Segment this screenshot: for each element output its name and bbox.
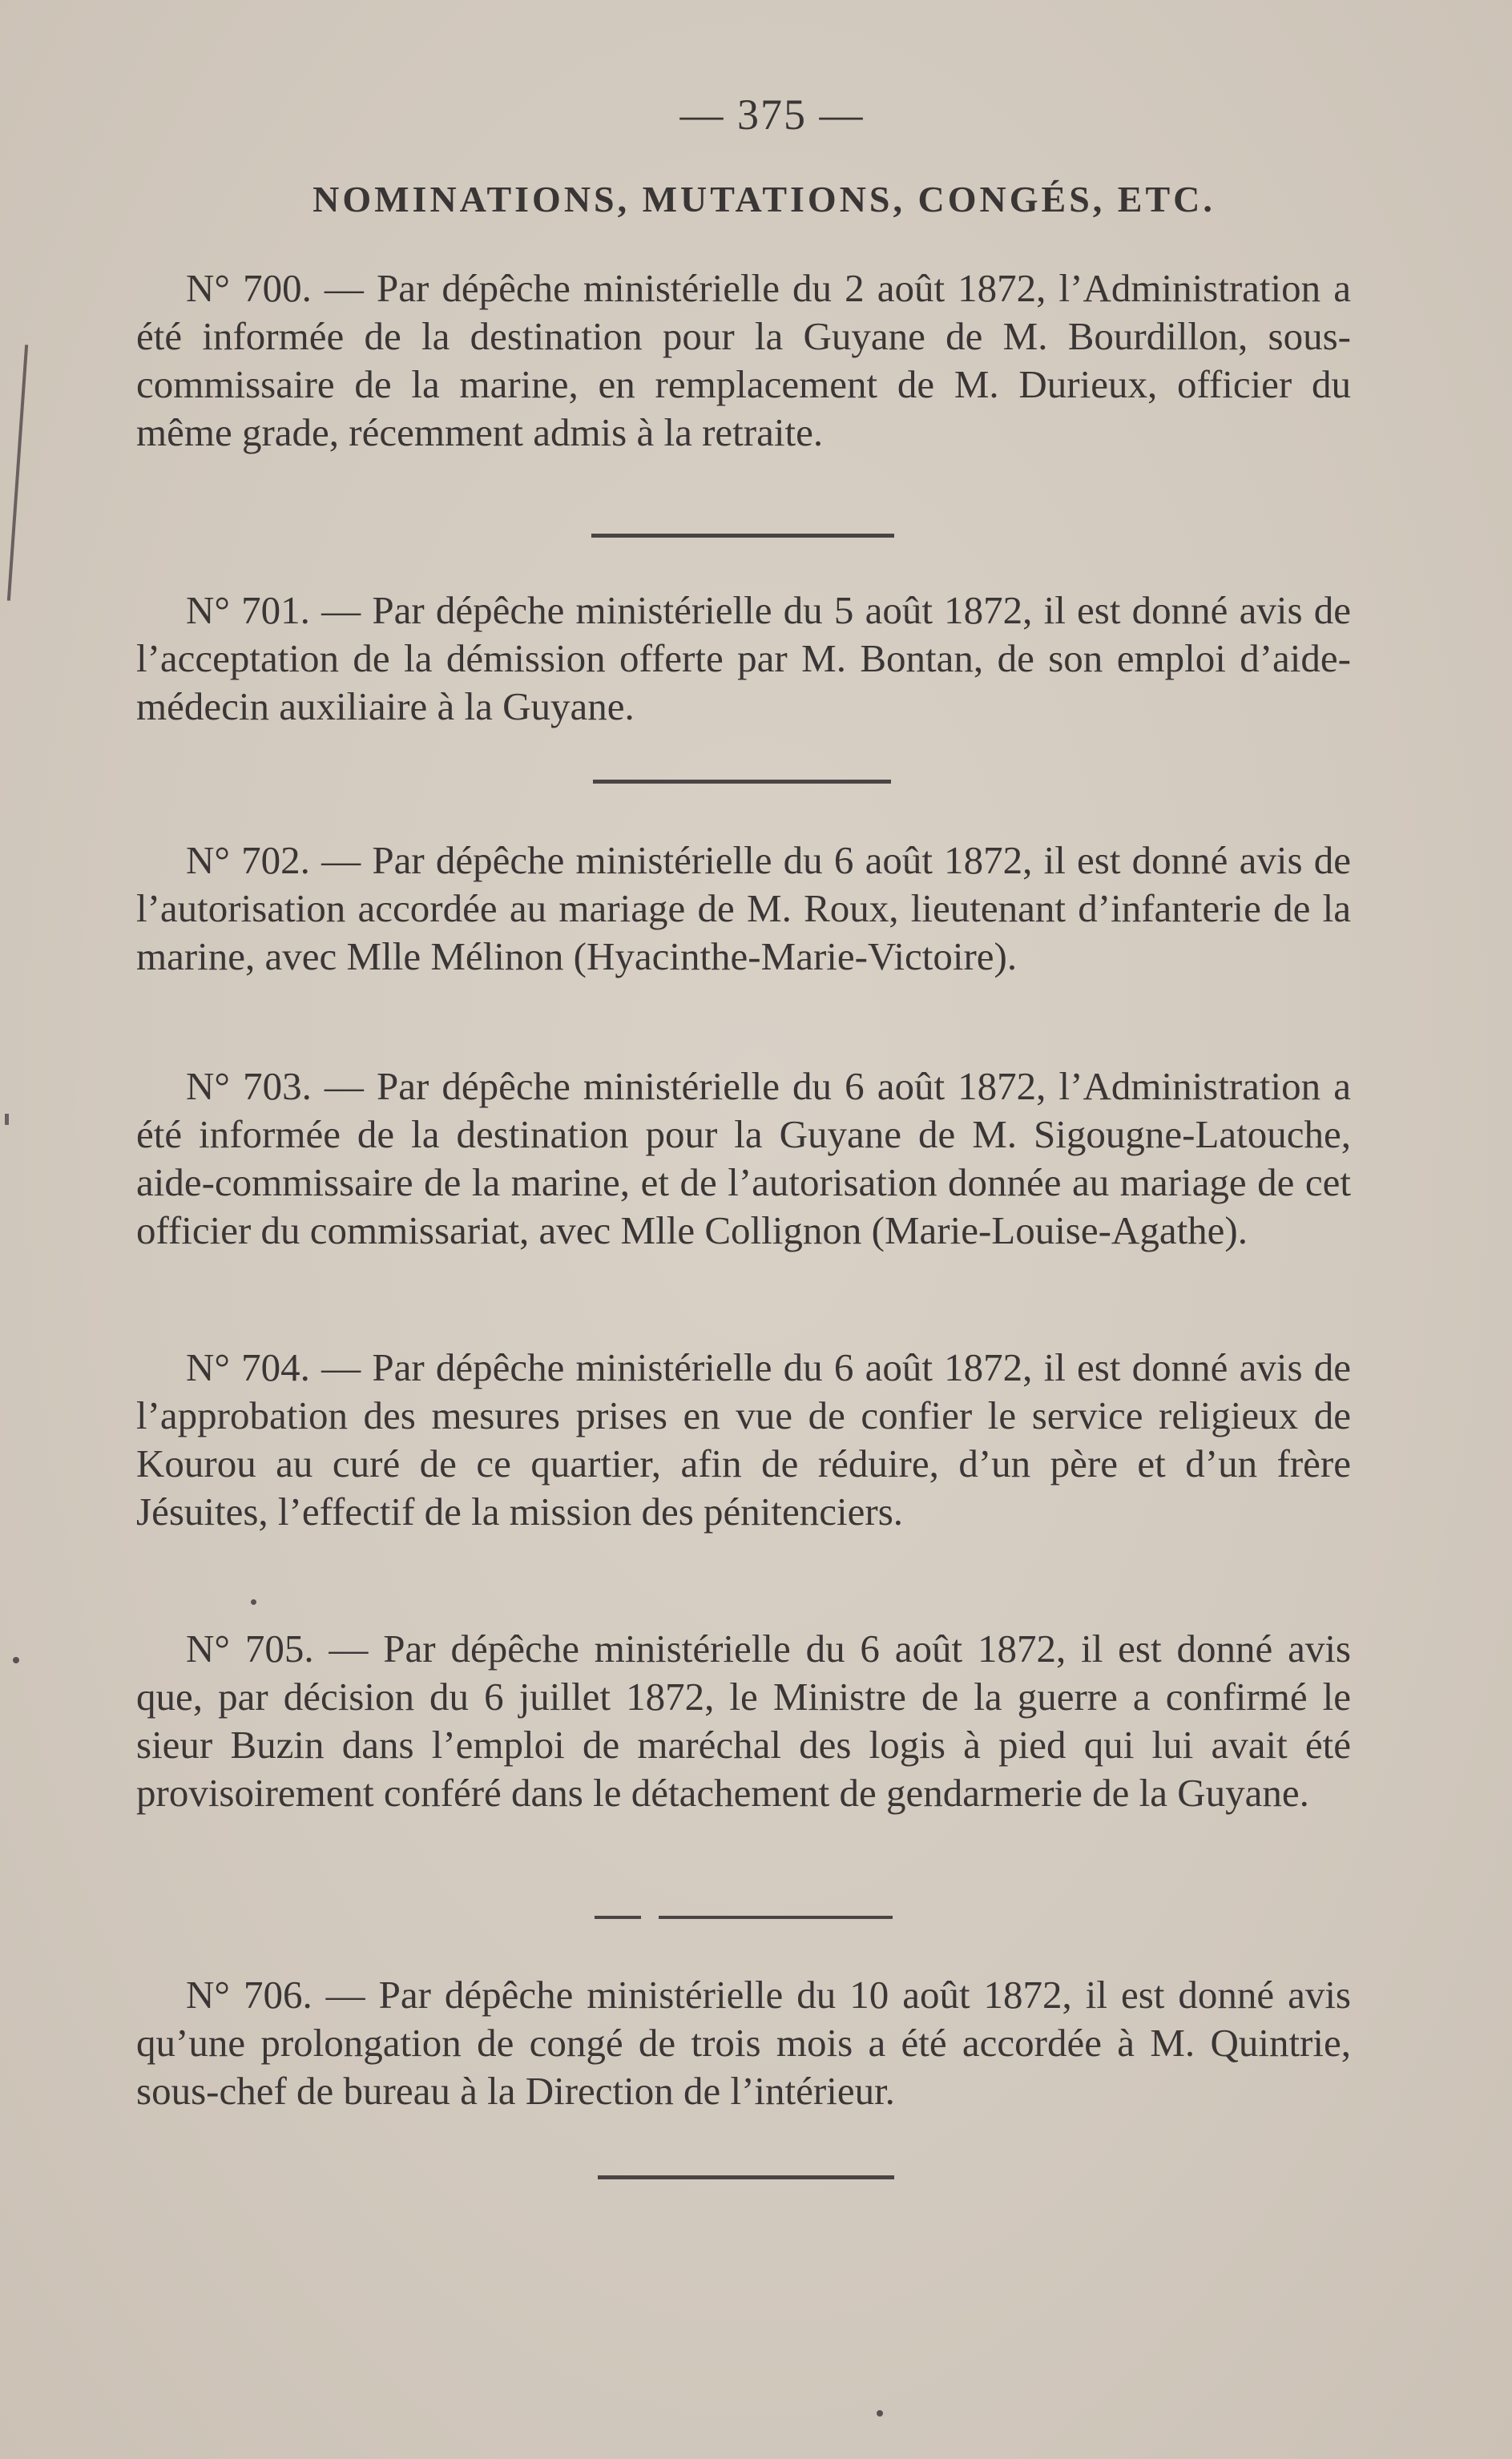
margin-scan-mark xyxy=(7,345,28,600)
separator-rule-3a xyxy=(595,1916,641,1919)
page-number: — 375 — xyxy=(679,91,865,139)
scan-speck xyxy=(13,1657,19,1663)
margin-tick-mark xyxy=(5,1114,9,1125)
entry-700: N° 700. — Par dépêche ministérielle du 2 août 1872, l’Administration a été informée de la destination pour la Guyane de M. Bourdillon, sous-commissaire de la marine, en remplacement de M. Durieux, officier du même grade, récemment admis à la retraite. xyxy=(136,266,1351,454)
entry-705: N° 705. — Par dépêche ministérielle du 6 août 1872, il est donné avis que, par décision du 6 juillet 1872, le Ministre de la guerre a confirmé le sieur Buzin dans l’emploi de maréchal des logis à pied qui lui avait été provisoirement conféré dans le détachement de gendarmerie de la Guyane. xyxy=(136,1627,1351,1815)
separator-rule-3b xyxy=(659,1916,893,1919)
entry-704: N° 704. — Par dépêche ministérielle du 6 août 1872, il est donné avis de l’approbation des mesures prises en vue de confier le service religieux de Kourou au curé de ce quartier, afin de réduire, d’un père et d’un frère Jésuites, l’effectif de la mission des pénitenciers. xyxy=(136,1345,1351,1534)
entry-701: N° 701. — Par dépêche ministérielle du 5 août 1872, il est donné avis de l’acceptation de la démission offerte par M. Bontan, de son emploi d’aide-médecin auxiliaire à la Guyane. xyxy=(136,588,1351,728)
separator-rule-1 xyxy=(591,534,894,538)
entry-703: N° 703. — Par dépêche ministérielle du 6 août 1872, l’Administration a été informée de la destination pour la Guyane de M. Sigougne-Latouche, aide-commissaire de la marine, et de l’autorisation donnée au mariage de cet officier du commissariat, avec Mlle Collignon (Marie-Louise-Agathe). xyxy=(136,1064,1351,1252)
section-heading: NOMINATIONS, MUTATIONS, CONGÉS, ETC. xyxy=(312,179,1216,220)
scan-speck xyxy=(877,2410,883,2417)
separator-rule-2 xyxy=(593,780,891,784)
entry-702: N° 702. — Par dépêche ministérielle du 6 août 1872, il est donné avis de l’autorisation accordée au mariage de M. Roux, lieutenant d’infanterie de la marine, avec Mlle Mélinon (Hyacinthe-Marie-Victoire). xyxy=(136,838,1351,978)
entry-706: N° 706. — Par dépêche ministérielle du 10 août 1872, il est donné avis qu’une prolongation de congé de trois mois a été accordée à M. Quintrie, sous-chef de bureau à la Direction de l’intérieur. xyxy=(136,1973,1351,2113)
separator-rule-4 xyxy=(598,2175,894,2179)
scan-speck xyxy=(251,1599,256,1605)
